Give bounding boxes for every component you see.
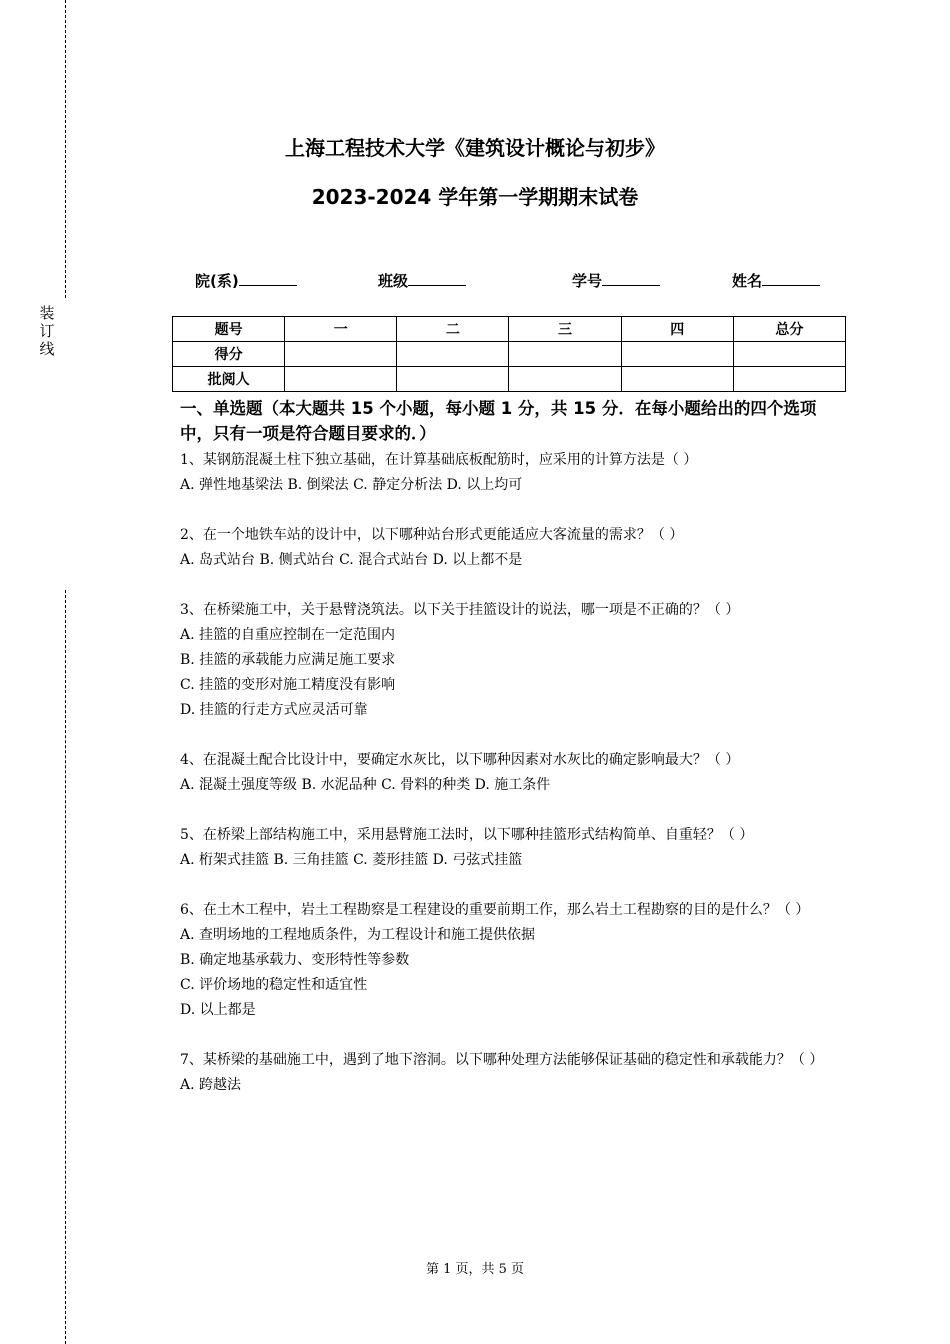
question-option: C. 评价场地的稳定性和适宜性 (180, 977, 368, 993)
question-option: D. 以上都是 (180, 1002, 256, 1018)
binding-char: 订 (39, 322, 55, 340)
exam-subtitle: 2023-2024 学年第一学期期末试卷 (311, 185, 639, 209)
score-header-cell: 三 (509, 317, 621, 342)
score-cell (733, 367, 845, 392)
question-options: A. 岛式站台 B. 侧式站台 C. 混合式站台 D. 以上都不是 (180, 552, 523, 568)
score-cell (397, 342, 509, 367)
student-id-blank (602, 269, 660, 286)
dept-label: 院(系) (195, 272, 239, 290)
exam-content (180, 396, 840, 1123)
score-row-label: 批阅人 (173, 367, 285, 392)
question-item (180, 448, 840, 498)
question-options: A. 桁架式挂篮 B. 三角挂篮 C. 菱形挂篮 D. 弓弦式挂篮 (180, 852, 523, 868)
question-item (180, 823, 840, 873)
score-table (172, 316, 846, 392)
student-info-row (0, 269, 950, 293)
score-cell (285, 367, 397, 392)
question-text: 3、在桥梁施工中，关于悬臂浇筑法。以下关于挂篮设计的说法，哪一项是不正确的？（ ） (180, 602, 740, 618)
question-option: A. 跨越法 (180, 1077, 242, 1093)
question-text: 5、在桥梁上部结构施工中，采用悬臂施工法时，以下哪种挂篮形式结构简单、自重轻？（ ） (180, 827, 754, 843)
score-header-cell: 总分 (733, 317, 845, 342)
score-header-cell: 四 (621, 317, 733, 342)
question-option: B. 挂篮的承载能力应满足施工要求 (180, 652, 396, 668)
score-table-row (173, 367, 846, 392)
question-options: A. 混凝土强度等级 B. 水泥品种 C. 骨料的种类 D. 施工条件 (180, 777, 551, 793)
class-blank (408, 269, 466, 286)
score-cell (509, 342, 621, 367)
name-label: 姓名 (732, 272, 763, 290)
question-item (180, 523, 840, 573)
binding-char: 装 (39, 304, 55, 322)
score-cell (285, 342, 397, 367)
question-item (180, 1048, 840, 1098)
class-label: 班级 (378, 272, 409, 290)
question-option: A. 挂篮的自重应控制在一定范围内 (180, 627, 396, 643)
question-text: 2、在一个地铁车站的设计中，以下哪种站台形式更能适应大客流量的需求？（ ） (180, 527, 684, 543)
score-header-cell: 二 (397, 317, 509, 342)
name-blank (762, 269, 820, 286)
score-cell (621, 367, 733, 392)
question-option: C. 挂篮的变形对施工精度没有影响 (180, 677, 396, 693)
score-cell (509, 367, 621, 392)
exam-title: 上海工程技术大学《建筑设计概论与初步》 (285, 136, 665, 160)
score-cell (397, 367, 509, 392)
score-row-label: 得分 (173, 342, 285, 367)
question-text: 4、在混凝土配合比设计中，要确定水灰比，以下哪种因素对水灰比的确定影响最大？（ ） (180, 752, 740, 768)
question-options: A. 弹性地基梁法 B. 倒梁法 C. 静定分析法 D. 以上均可 (180, 477, 523, 493)
section-heading: 一、单选题（本大题共 15 个小题，每小题 1 分，共 15 分．在每小题给出的四个选项中，只有一项是符合题目要求的．） (180, 399, 817, 443)
question-option: A. 查明场地的工程地质条件，为工程设计和施工提供依据 (180, 927, 536, 943)
name-field (732, 269, 820, 291)
binding-dashed-line-bottom (65, 590, 66, 1344)
class-field (378, 269, 466, 291)
score-cell (733, 342, 845, 367)
student-id-label: 学号 (572, 272, 603, 290)
dept-field (195, 269, 297, 291)
page-footer: 第 1 页，共 5 页 (425, 1262, 525, 1277)
question-item (180, 748, 840, 798)
question-text: 1、某钢筋混凝土柱下独立基础，在计算基础底板配筋时，应采用的计算方法是（ ） (180, 452, 698, 468)
question-item (180, 898, 840, 1023)
dept-blank (239, 269, 297, 286)
score-header-cell: 一 (285, 317, 397, 342)
score-table-row (173, 342, 846, 367)
binding-char: 线 (39, 340, 55, 358)
question-text: 6、在土木工程中，岩土工程勘察是工程建设的重要前期工作，那么岩土工程勘察的目的是什么？（ ） (180, 902, 810, 918)
score-header-cell: 题号 (173, 317, 285, 342)
score-table-header-row (173, 317, 846, 342)
question-option: D. 挂篮的行走方式应灵活可靠 (180, 702, 368, 718)
question-item (180, 598, 840, 723)
question-text: 7、某桥梁的基础施工中，遇到了地下溶洞。以下哪种处理方法能够保证基础的稳定性和承载能力？（ ） (180, 1052, 824, 1068)
binding-label (38, 304, 56, 358)
question-option: B. 确定地基承载力、变形特性等参数 (180, 952, 410, 968)
score-cell (621, 342, 733, 367)
student-id-field (572, 269, 660, 291)
